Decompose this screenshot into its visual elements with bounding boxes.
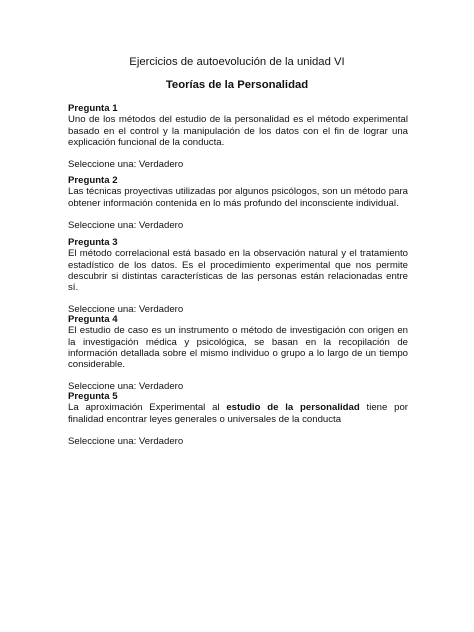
question-1 — [68, 103, 408, 170]
question-text-part: tiene por finalidad encontrar leyes generales o universales de la conducta — [68, 402, 408, 425]
question-text: Las técnicas proyectivas utilizadas por algunos psicólogos, son un método para obtener información contenida en lo más profundo del inconsciente individual. — [68, 186, 408, 209]
question-answer: Seleccione una: Verdadero — [68, 159, 184, 171]
question-5 — [68, 391, 408, 447]
question-text: Uno de los métodos del estudio de la personalidad es el método experimental basado en el control y la manipulación de los datos con el fin de lograr una explicación funcional de la conducta. — [68, 114, 408, 148]
question-heading: Pregunta 1 — [68, 103, 118, 114]
question-heading: Pregunta 3 — [68, 237, 118, 248]
question-4 — [68, 314, 408, 393]
question-3 — [68, 237, 408, 316]
document-title: Ejercicios de autoevolución de la unidad VI — [129, 56, 345, 68]
question-text: El estudio de caso es un instrumento o método de investigación con origen en la investigación médica y psicológica, se basan en la recopilación de información detallada sobre el mismo individuo o grupo a lo largo de un tiempo considerable. — [68, 325, 408, 371]
question-answer: Seleccione una: Verdadero — [68, 381, 184, 393]
question-answer: Seleccione una: Verdadero — [68, 219, 184, 231]
question-heading: Pregunta 4 — [68, 314, 118, 325]
question-answer: Seleccione una: Verdadero — [68, 304, 184, 316]
question-text: El método correlacional está basado en la observación natural y el tratamiento estadístico de los datos. Es el procedimiento experimental que nos permite descubrir si distintas características de las personas están relacionadas entre sí. — [68, 248, 408, 294]
question-text — [68, 402, 408, 425]
question-answer: Seleccione una: Verdadero — [68, 435, 184, 447]
question-text-bold: estudio de la personalidad — [226, 402, 360, 414]
question-text-part: La aproximación Experimental al — [68, 402, 227, 414]
question-2 — [68, 175, 408, 231]
question-heading: Pregunta 2 — [68, 175, 118, 186]
question-heading: Pregunta 5 — [68, 391, 118, 402]
document-subtitle: Teorías de la Personalidad — [165, 79, 309, 91]
